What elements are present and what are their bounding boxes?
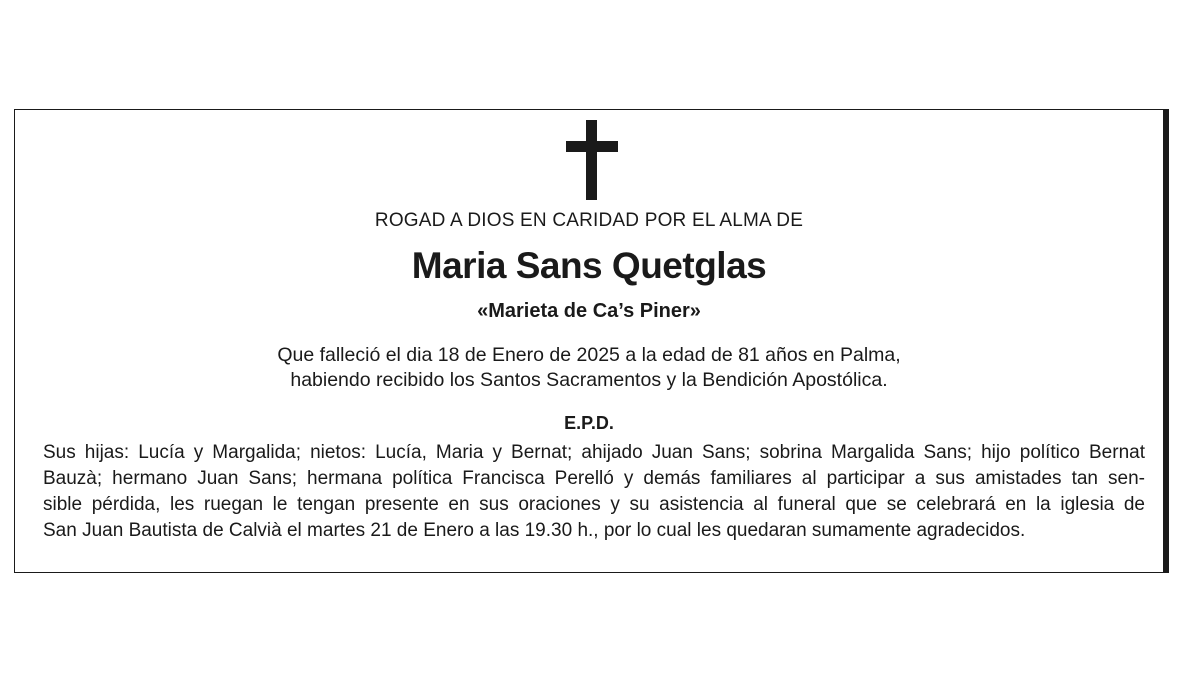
deceased-nickname: «Marieta de Ca’s Piner» xyxy=(477,300,701,322)
deceased-name: Maria Sans Quetglas xyxy=(411,245,767,286)
family-message-line: San Juan Bautista de Calvià el martes 21 de Enero a las 19.30 h., por lo cual les quedaran sumamente agradecidos. xyxy=(43,520,1026,541)
death-details-line: Que falleció el dia 18 de Enero de 2025 a la edad de 81 años en Palma, xyxy=(277,344,901,366)
family-message xyxy=(43,440,1145,544)
family-message-line: sible pérdida, les ruegan le tengan presente en sus oraciones y su asistencia al funeral que se celebrará en la iglesia de xyxy=(43,494,1145,515)
family-message-line: Bauzà; hermano Juan Sans; hermana política Francisca Perelló y demás familiares al participar a sus amistades tan sen- xyxy=(43,468,1145,489)
latin-cross-icon xyxy=(566,120,618,200)
rest-in-peace-abbrev: E.P.D. xyxy=(564,413,614,433)
prayer-line: ROGAD A DIOS EN CARIDAD POR EL ALMA DE xyxy=(374,210,804,231)
death-details-line: habiendo recibido los Santos Sacramentos y la Bendición Apostólica. xyxy=(290,369,888,391)
death-details xyxy=(15,343,1163,393)
obituary-notice xyxy=(14,109,1169,573)
family-message-line: Sus hijas: Lucía y Margalida; nietos: Lucía, Maria y Bernat; ahijado Juan Sans; sobrina Margalida Sans; hijo político Bernat xyxy=(43,442,1145,463)
